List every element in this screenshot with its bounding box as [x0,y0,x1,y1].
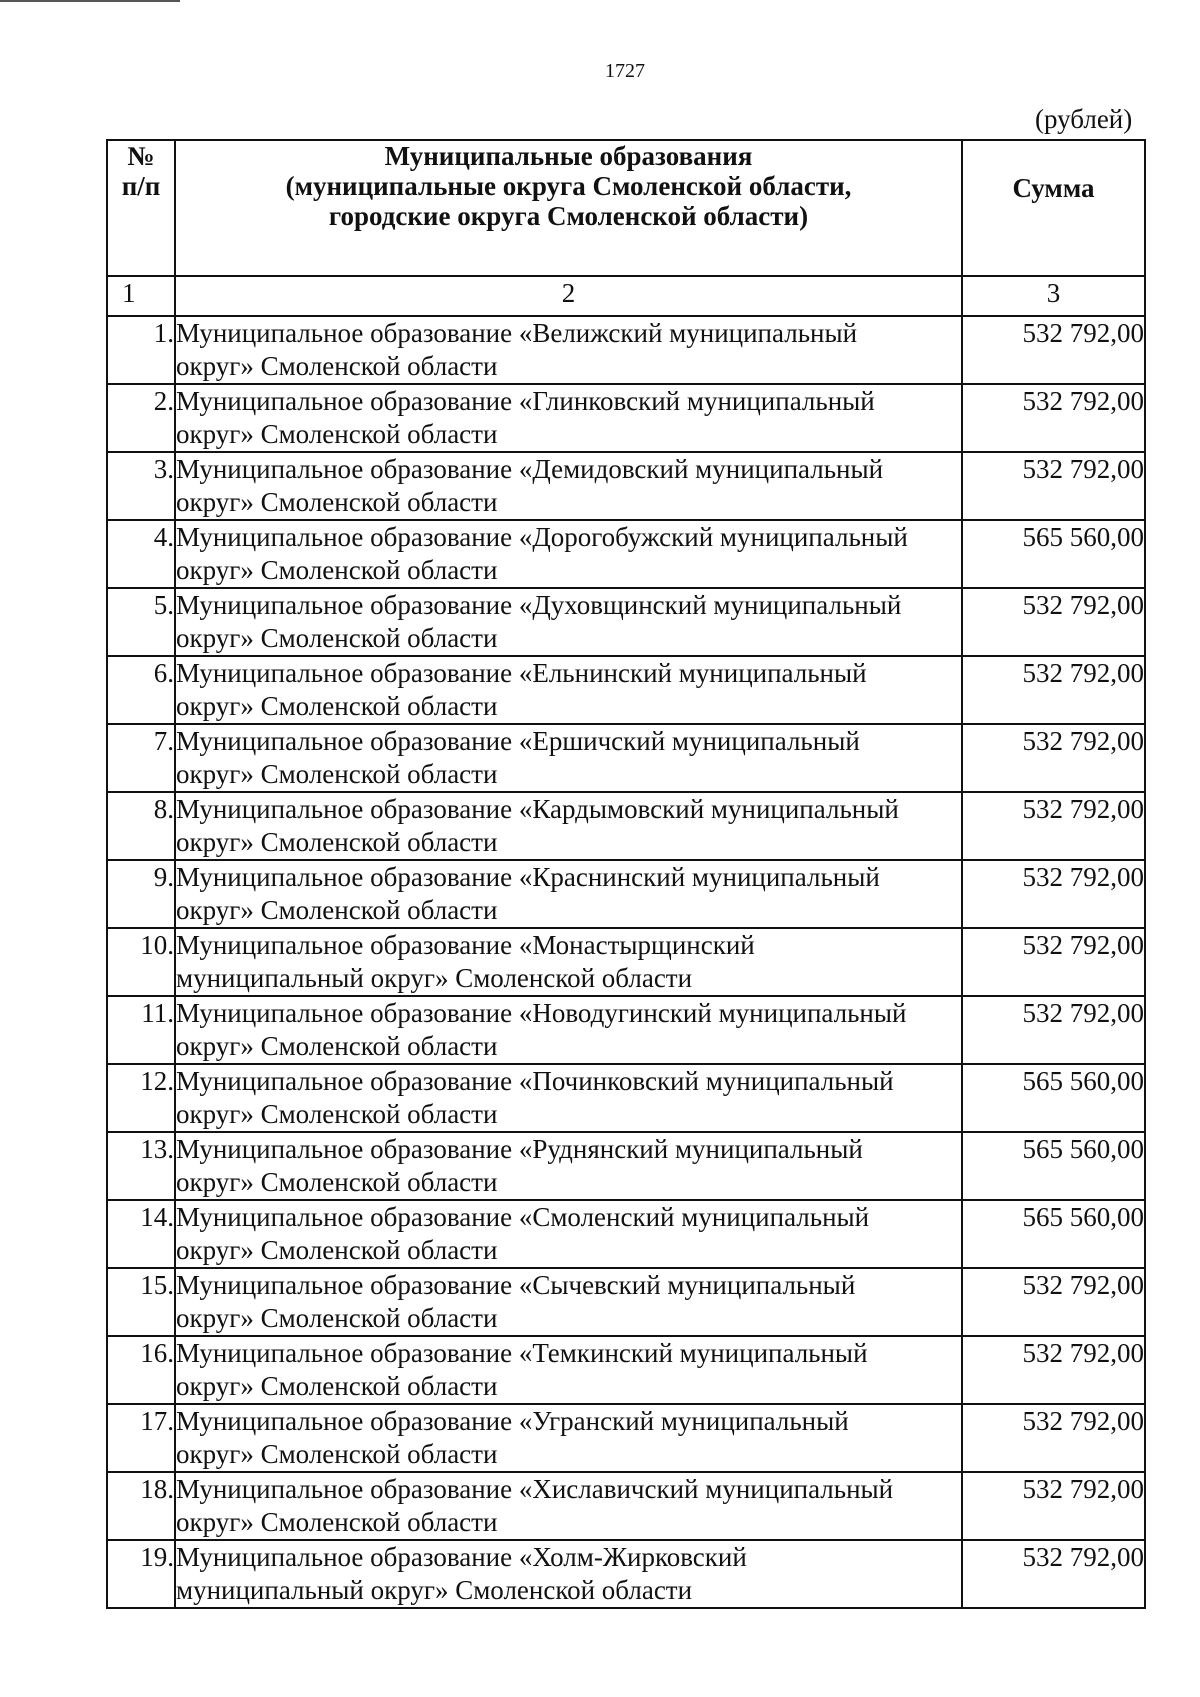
table-body [107,316,1145,1608]
column-number: 1 [107,276,175,316]
row-municipality: Муниципальное образование «Дорогобужский муниципальный округ» Смоленской области [175,520,962,588]
table-row [107,316,1145,384]
row-number: 2. [107,384,175,452]
table-row [107,384,1145,452]
table-row [107,1268,1145,1336]
row-number: 4. [107,520,175,588]
row-sum: 532 792,00 [962,1540,1145,1608]
row-number: 6. [107,656,175,724]
table-header-row [107,140,1145,276]
row-number: 7. [107,724,175,792]
header-number: № п/п [107,140,175,276]
page-number: 1727 [605,60,645,82]
row-number: 1. [107,316,175,384]
row-sum: 532 792,00 [962,996,1145,1064]
row-number: 16. [107,1336,175,1404]
row-sum: 532 792,00 [962,316,1145,384]
table-row [107,1472,1145,1540]
row-municipality: Муниципальное образование «Смоленский муниципальный округ» Смоленской области [175,1200,962,1268]
table-row [107,452,1145,520]
row-sum: 565 560,00 [962,520,1145,588]
row-number: 9. [107,860,175,928]
row-sum: 532 792,00 [962,1268,1145,1336]
row-number: 14. [107,1200,175,1268]
table-row [107,792,1145,860]
row-municipality: Муниципальное образование «Хиславичский муниципальный округ» Смоленской области [175,1472,962,1540]
column-number: 2 [175,276,962,316]
row-number: 5. [107,588,175,656]
row-municipality: Муниципальное образование «Руднянский муниципальный округ» Смоленской области [175,1132,962,1200]
row-sum: 532 792,00 [962,928,1145,996]
row-sum: 532 792,00 [962,1404,1145,1472]
table-row [107,1064,1145,1132]
header-sum: Сумма [962,140,1145,276]
table-row [107,724,1145,792]
table-row [107,928,1145,996]
row-sum: 532 792,00 [962,452,1145,520]
header-municipality: Муниципальные образования (муниципальные округа Смоленской области, городские округа Смоленской области) [175,140,962,276]
row-number: 11. [107,996,175,1064]
row-sum: 532 792,00 [962,588,1145,656]
row-municipality: Муниципальное образование «Холм-Жирковский муниципальный округ» Смоленской области [175,1540,962,1608]
row-municipality: Муниципальное образование «Кардымовский муниципальный округ» Смоленской области [175,792,962,860]
row-number: 10. [107,928,175,996]
row-municipality: Муниципальное образование «Темкинский муниципальный округ» Смоленской области [175,1336,962,1404]
table-row [107,1200,1145,1268]
row-sum: 532 792,00 [962,384,1145,452]
row-number: 13. [107,1132,175,1200]
row-number: 12. [107,1064,175,1132]
column-number: 3 [962,276,1145,316]
table-row [107,588,1145,656]
row-municipality: Муниципальное образование «Ельнинский муниципальный округ» Смоленской области [175,656,962,724]
table-row [107,1404,1145,1472]
row-sum: 532 792,00 [962,1336,1145,1404]
row-sum: 532 792,00 [962,1472,1145,1540]
row-sum: 565 560,00 [962,1132,1145,1200]
column-numbers-row [107,276,1145,316]
units-label: (рублей) [1035,104,1133,134]
row-municipality: Муниципальное образование «Угранский муниципальный округ» Смоленской области [175,1404,962,1472]
row-number: 17. [107,1404,175,1472]
table-row [107,520,1145,588]
row-sum: 565 560,00 [962,1064,1145,1132]
table-row [107,1540,1145,1608]
table-row [107,996,1145,1064]
allocation-table [106,139,1146,1609]
scan-edge-line [0,0,180,2]
row-municipality: Муниципальное образование «Монастырщинский муниципальный округ» Смоленской области [175,928,962,996]
table-row [107,1132,1145,1200]
row-sum: 532 792,00 [962,792,1145,860]
row-number: 8. [107,792,175,860]
row-sum: 532 792,00 [962,860,1145,928]
row-number: 15. [107,1268,175,1336]
row-number: 3. [107,452,175,520]
row-municipality: Муниципальное образование «Ершичский муниципальный округ» Смоленской области [175,724,962,792]
row-municipality: Муниципальное образование «Новодугинский муниципальный округ» Смоленской области [175,996,962,1064]
row-sum: 532 792,00 [962,724,1145,792]
row-municipality: Муниципальное образование «Глинковский муниципальный округ» Смоленской области [175,384,962,452]
table-row [107,1336,1145,1404]
row-municipality: Муниципальное образование «Велижский муниципальный округ» Смоленской области [175,316,962,384]
row-municipality: Муниципальное образование «Демидовский муниципальный округ» Смоленской области [175,452,962,520]
table-row [107,656,1145,724]
row-municipality: Муниципальное образование «Краснинский муниципальный округ» Смоленской области [175,860,962,928]
row-number: 18. [107,1472,175,1540]
table-row [107,860,1145,928]
row-municipality: Муниципальное образование «Починковский муниципальный округ» Смоленской области [175,1064,962,1132]
row-number: 19. [107,1540,175,1608]
row-municipality: Муниципальное образование «Сычевский муниципальный округ» Смоленской области [175,1268,962,1336]
row-municipality: Муниципальное образование «Духовщинский муниципальный округ» Смоленской области [175,588,962,656]
row-sum: 565 560,00 [962,1200,1145,1268]
row-sum: 532 792,00 [962,656,1145,724]
